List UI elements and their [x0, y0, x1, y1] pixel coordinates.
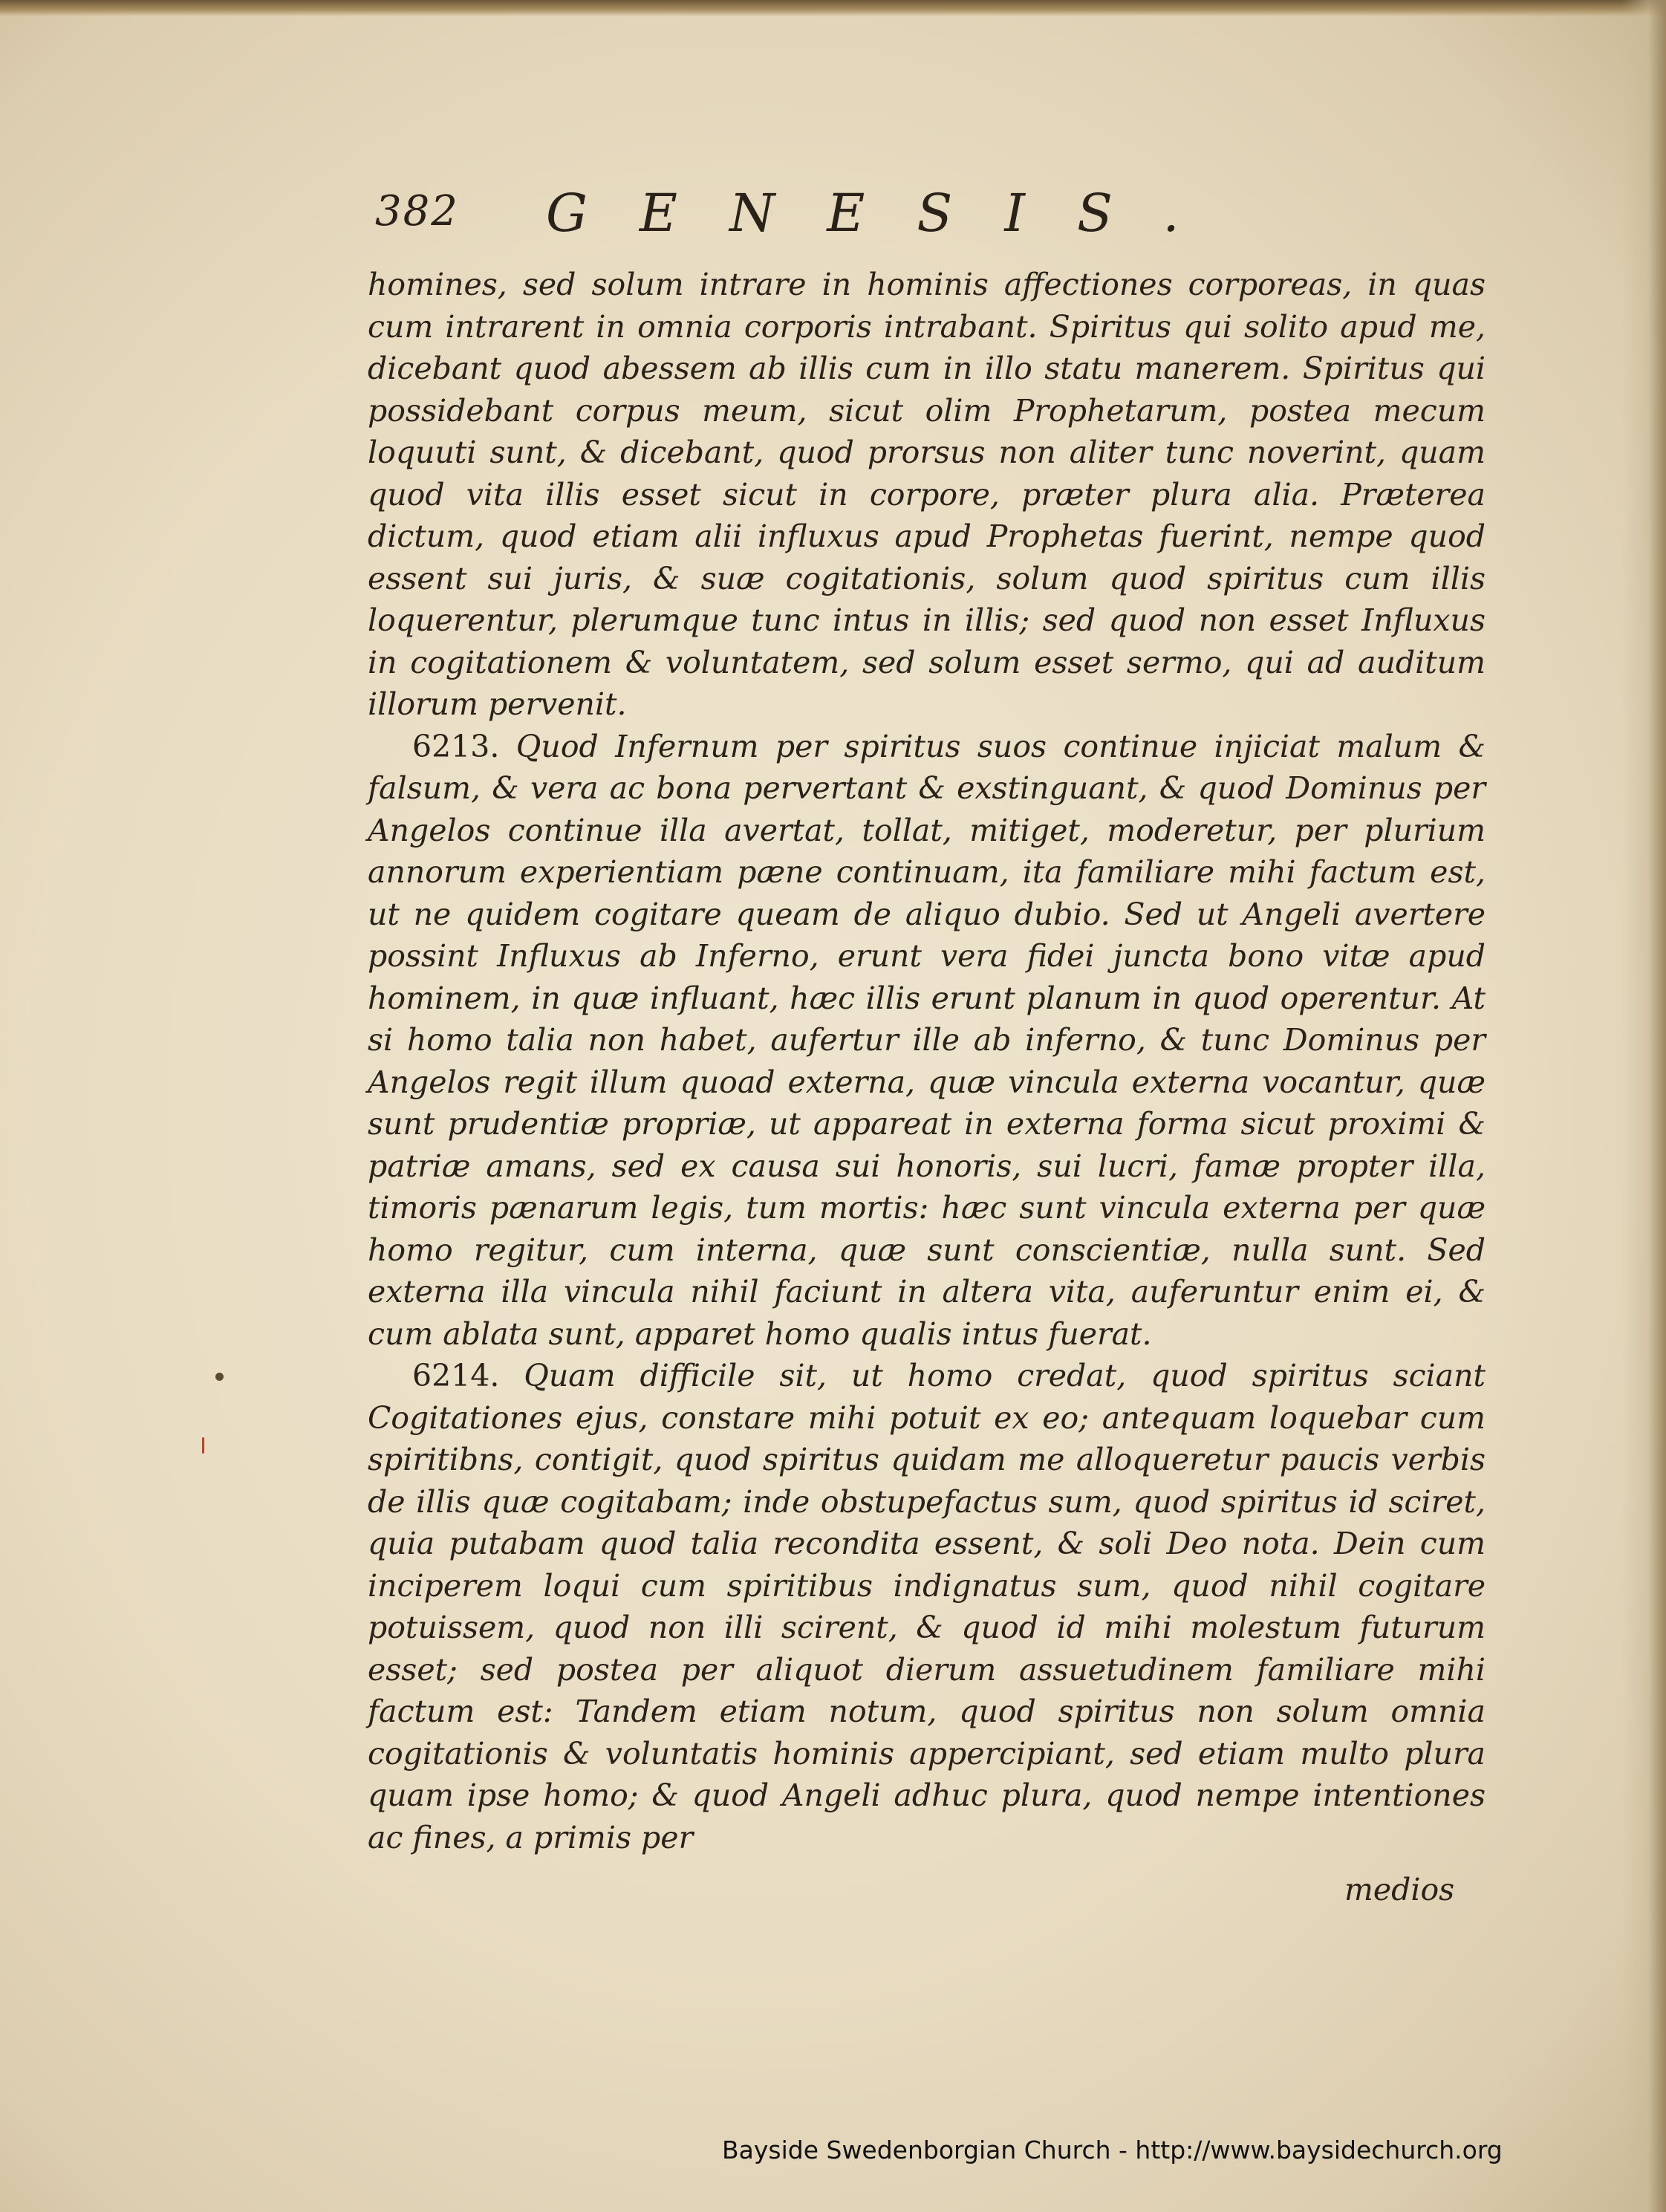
ink-speck: [202, 1437, 204, 1454]
running-title: GENESIS.: [546, 183, 1231, 244]
page-gutter-shadow: [1621, 0, 1666, 2212]
paragraph-6213: [368, 726, 1486, 1356]
paragraph-text: Quod Infernum per spiritus suos continue injiciat malum & falsum, & vera ac bona pervertant & exstinguant, & quod Dominus per Angelos continue illa avertat, tollat, mitiget, moderetur, per plurium annorum experientiam pæne continuam, ita familiare mihi factum est, ut ne quidem cogitare queam de aliquo dubio. Sed ut Angeli avertere possint Influxus ab Inferno, erunt vera fidei juncta bono vitæ apud hominem, in quæ influant, hæc illis erunt planum in quod operentur. At si homo talia non habet, aufertur ille ab inferno, & tunc Dominus per Angelos regit illum quoad externa, quæ vincula externa vocantur, quæ sunt prudentiæ propriæ, ut appareat in externa forma sicut proximi & patriæ amans, sed ex causa sui honoris, sui lucri, famæ propter illa, timoris pænarum legis, tum mortis: hæc sunt vincula externa per quæ homo regitur, cum interna, quæ sunt conscientiæ, nulla sunt. Sed externa illa vincula nihil faciunt in altera vita, auferuntur enim ei, & cum ablata sunt, apparet homo qualis intus fuerat.: [368, 728, 1486, 1352]
paragraph-number: 6214.: [412, 1358, 500, 1393]
paragraph-text: homines, sed solum intrare in hominis affectiones corporeas, in quas cum intrarent in omnia corporis intrabant. Spiritus qui solito apud me, dicebant quod abessem ab illis cum in illo statu manerem. Spiritus qui possidebant corpus meum, sicut olim Prophetarum, postea mecum loquuti sunt, & dicebant, quod prorsus non aliter tunc noverint, quam quod vita illis esset sicut in corpore, præter plura alia. Præterea dictum, quod etiam alii influxus apud Prophetas fuerint, nempe quod essent sui juris, & suæ cogitationis, solum quod spiritus cum illis loquerentur, plerumque tunc intus in illis; sed quod non esset Influxus in cogitationem & voluntatem, sed solum esset sermo, qui ad auditum illorum pervenit.: [368, 267, 1486, 722]
paragraph-number: 6213.: [412, 728, 500, 764]
page-body: [368, 264, 1486, 1858]
page-number: 382: [375, 187, 459, 235]
page-top-edge: [0, 0, 1666, 16]
catchword: medios: [1344, 1872, 1455, 1907]
ink-speck: [215, 1373, 224, 1381]
page-header: [375, 178, 1489, 260]
paragraph-text: Quam difficile sit, ut homo credat, quod spiritus sciant Cogitationes ejus, constare mihi potuit ex eo; antequam loquebar cum spiritibns, contigit, quod spiritus quidam me alloqueretur paucis verbis de illis quæ cogitabam; inde obstupefactus sum, quod spiritus id sciret, quia putabam quod talia recondita essent, & soli Deo nota. Dein cum inciperem loqui cum spiritibus indignatus sum, quod nihil cogitare potuissem, quod non illi scirent, & quod id mihi molestum futurum esset; sed postea per aliquot dierum assuetudinem familiare mihi factum est: Tandem etiam notum, quod spiritus non solum omnia cogitationis & voluntatis hominis appercipiant, sed etiam multo plura quam ipse homo; & quod Angeli adhuc plura, quod nempe intentiones ac fines, a primis per: [368, 1358, 1486, 1855]
paragraph-6214: [368, 1355, 1486, 1858]
watermark-credit: Bayside Swedenborgian Church - http://www.baysidechurch.org: [722, 2135, 1503, 2164]
paragraph-continued: [368, 264, 1486, 726]
